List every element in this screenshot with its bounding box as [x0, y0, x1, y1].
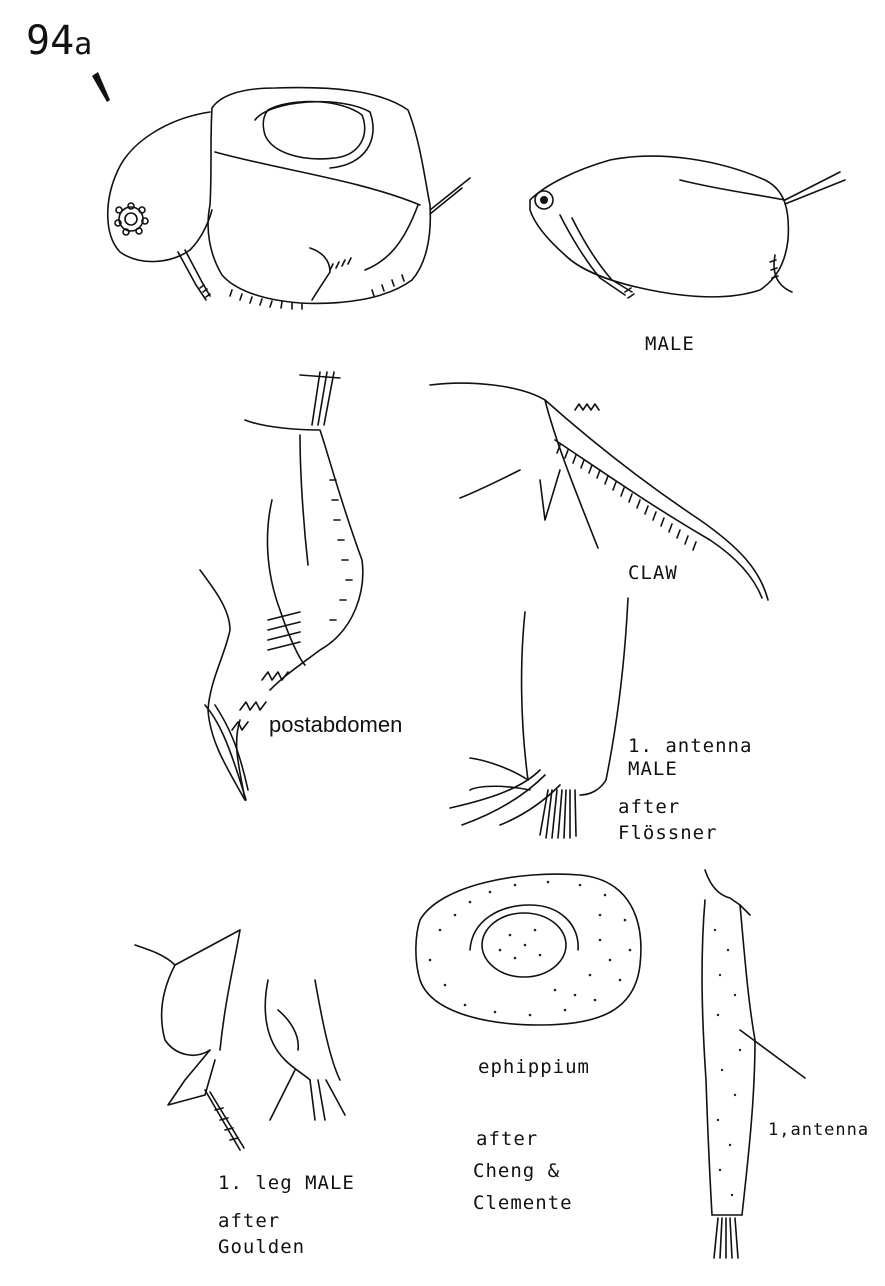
ephippium-stipple [429, 881, 632, 1017]
label-after-cheng-2: Cheng & [473, 1160, 561, 1182]
label-after-cheng-3: Clemente [473, 1192, 573, 1214]
label-postabdomen: postabdomen [269, 712, 403, 737]
label-after-flossner-1: after [618, 796, 681, 818]
label-after-cheng-1: after [476, 1128, 539, 1150]
ephippium-drawing [416, 874, 641, 1025]
female-habitus-drawing [108, 88, 470, 309]
label-after-goulden-2: Goulden [218, 1236, 306, 1258]
male-leg-drawing [135, 930, 345, 1150]
label-leg-male: 1. leg MALE [218, 1172, 355, 1194]
label-after-goulden-1: after [218, 1210, 281, 1232]
claw-drawing [430, 383, 768, 600]
male-habitus-drawing [530, 156, 845, 298]
plate-number-main: 94 [26, 18, 75, 64]
antenna-stipple [714, 929, 741, 1196]
label-antenna-male-1: 1. antenna [628, 735, 753, 757]
female-antenna-drawing [702, 870, 805, 1258]
label-after-flossner-2: Flössner [618, 822, 718, 844]
label-ephippium: ephippium [478, 1056, 590, 1078]
male-antenna-drawing [450, 598, 628, 838]
label-antenna-male-2: MALE [628, 758, 678, 780]
label-antenna: 1,antenna [768, 1120, 870, 1140]
arrow-marker [92, 72, 110, 102]
label-male: MALE [645, 333, 695, 355]
label-claw: CLAW [628, 562, 678, 584]
plate-number-suffix: a [74, 27, 93, 62]
